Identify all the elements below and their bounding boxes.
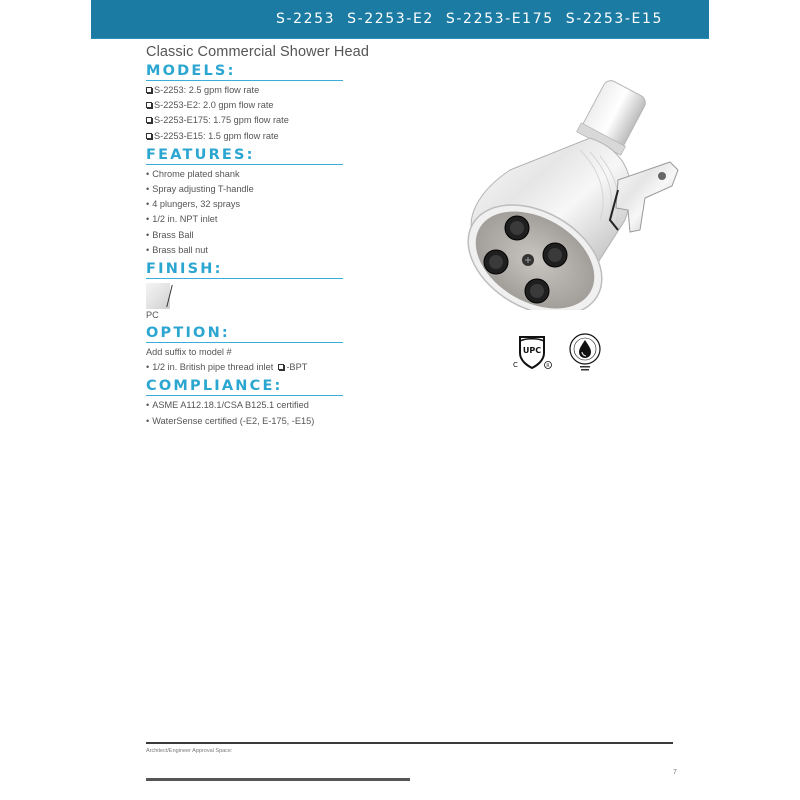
feature-item xyxy=(146,243,346,258)
bullet-icon: • xyxy=(146,168,150,179)
bullet-icon: • xyxy=(146,229,150,240)
shower-head-icon xyxy=(440,70,680,310)
checkbox-icon xyxy=(146,117,152,123)
model-code-list xyxy=(276,11,663,27)
certification-logos xyxy=(510,333,602,373)
model-code: S-2253-E2 xyxy=(347,11,434,27)
models-list xyxy=(146,83,346,144)
svg-text:R: R xyxy=(546,364,550,369)
header-bar xyxy=(91,0,709,39)
model-item xyxy=(146,113,346,128)
model-item xyxy=(146,129,346,144)
compliance-item-text: WaterSense certified (-E2, E-175, -E15) xyxy=(152,415,315,426)
feature-item xyxy=(146,182,346,197)
shower-head-product-image xyxy=(440,70,680,310)
feature-item xyxy=(146,167,346,182)
finish-swatch-label: PC xyxy=(146,310,159,321)
feature-item-text: 1/2 in. NPT inlet xyxy=(152,214,218,225)
approval-space-label: Architect/Engineer Approval Space: xyxy=(146,748,233,754)
feature-item-text: Spray adjusting T-handle xyxy=(152,184,254,195)
spec-column xyxy=(146,44,369,429)
svg-text:UPC: UPC xyxy=(522,346,542,355)
model-item xyxy=(146,98,346,113)
compliance-list xyxy=(146,398,346,428)
checkbox-icon xyxy=(278,364,284,370)
bullet-icon: • xyxy=(146,415,150,426)
model-item-text: S-2253-E175: 1.75 gpm flow rate xyxy=(154,115,289,126)
checkbox-icon xyxy=(146,133,152,139)
watersense-certification-icon xyxy=(568,333,602,373)
model-item-text: S-2253-E15: 1.5 gpm flow rate xyxy=(154,130,279,141)
bullet-icon: • xyxy=(146,184,150,195)
option-intro: Add suffix to model # xyxy=(146,347,232,358)
bullet-icon: • xyxy=(146,199,150,210)
features-heading: FEATURES: xyxy=(146,147,343,165)
model-code: S-2253-E15 xyxy=(565,11,663,27)
feature-item-text: 4 plungers, 32 sprays xyxy=(152,199,241,210)
feature-item xyxy=(146,197,346,212)
bullet-icon: • xyxy=(146,214,150,225)
model-item-text: S-2253: 2.5 gpm flow rate xyxy=(154,85,260,95)
feature-item xyxy=(146,212,346,227)
approval-signature-line xyxy=(146,778,410,781)
features-list xyxy=(146,167,346,258)
models-heading: MODELS: xyxy=(146,63,343,81)
feature-item-text: Brass ball nut xyxy=(152,244,208,255)
option-item xyxy=(146,360,346,375)
page-number: 7 xyxy=(673,769,677,776)
feature-item-text: Chrome plated shank xyxy=(152,168,240,179)
model-item-text: S-2253-E2: 2.0 gpm flow rate xyxy=(154,100,274,111)
finish-swatch-polished-chrome xyxy=(146,283,170,309)
feature-item xyxy=(146,228,346,243)
bullet-icon: • xyxy=(146,362,150,373)
option-heading: OPTION: xyxy=(146,325,343,343)
model-code: S-2253-E175 xyxy=(445,11,554,27)
upc-certification-icon xyxy=(510,335,554,371)
model-item xyxy=(146,83,346,98)
product-title: Classic Commercial Shower Head xyxy=(146,44,369,60)
finish-heading: FINISH: xyxy=(146,261,343,279)
bullet-icon: • xyxy=(146,400,150,411)
feature-item-text: Brass Ball xyxy=(152,229,194,240)
compliance-heading: COMPLIANCE: xyxy=(146,378,343,396)
compliance-item-text: ASME A112.18.1/CSA B125.1 certified xyxy=(152,400,309,411)
compliance-item xyxy=(146,398,346,413)
option-suffix: -BPT xyxy=(286,362,308,373)
bullet-icon: • xyxy=(146,244,150,255)
svg-text:C: C xyxy=(513,361,518,369)
option-item-text: 1/2 in. British pipe thread inlet xyxy=(152,362,274,373)
model-code: S-2253 xyxy=(275,11,336,27)
compliance-item xyxy=(146,414,346,429)
footer-divider xyxy=(146,742,673,744)
checkbox-icon xyxy=(146,102,152,108)
checkbox-icon xyxy=(146,87,152,93)
